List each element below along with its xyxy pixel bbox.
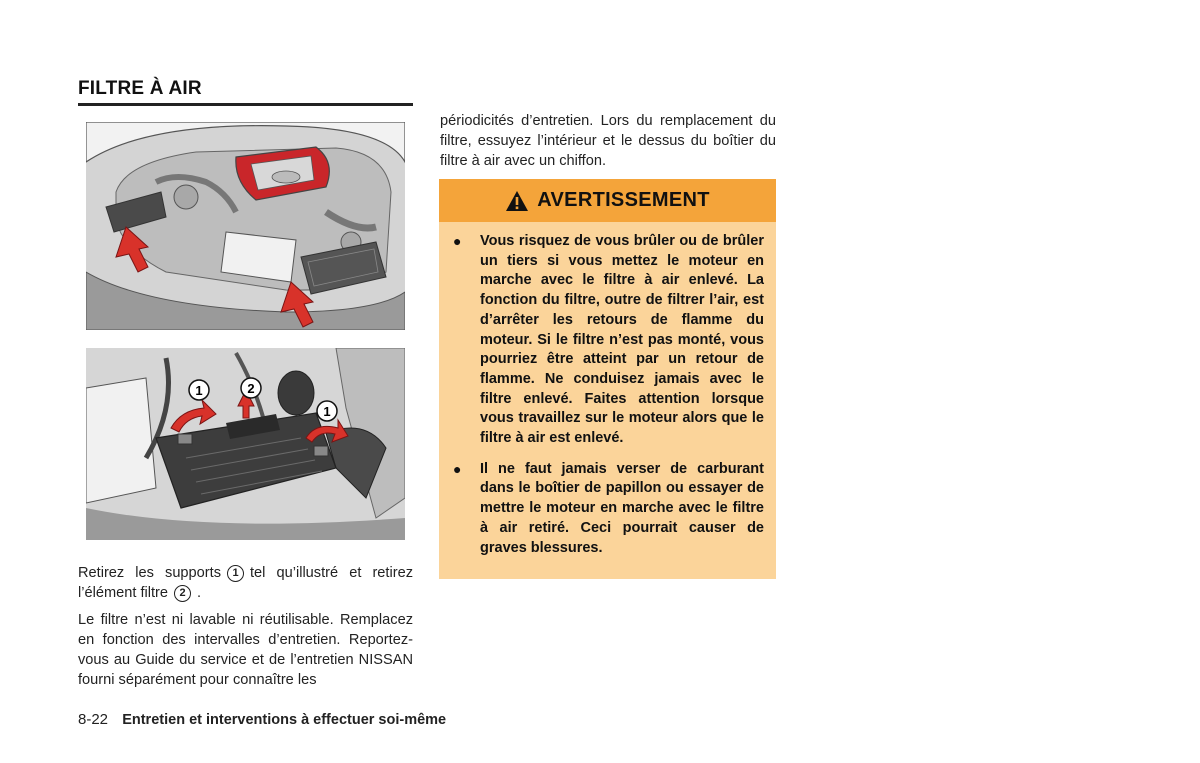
- page-footer: [78, 711, 446, 728]
- callout-1-left: 1: [195, 383, 203, 398]
- title-rule: [78, 103, 413, 106]
- marker-1: 1: [227, 565, 244, 582]
- engine-bay-illustration: [86, 122, 405, 330]
- bullet: ●: [453, 233, 462, 249]
- warning-list: [439, 222, 776, 558]
- section-title: FILTRE À AIR: [78, 78, 202, 99]
- chapter-title: Entretien et interventions à effectuer soi-même: [122, 712, 447, 728]
- warning-triangle-icon: [505, 190, 529, 212]
- replacement-paragraph: Le filtre n’est ni lavable ni réutilisable. Remplacez en fonction des intervalles d’entretien. Reportez-vous au Guide du service et de l’entretien NISSAN fourni séparément pour connaître les: [78, 612, 413, 688]
- warning-header: [439, 179, 776, 222]
- warning-item: ● Vous risquez de vous brûler ou de brûler un tiers si vous mettez le moteur en marche avec le filtre à air enlevé. La fonction du filtre, outre de filtrer l’air, est d’arrêter les retours de flamme du moteur. Si le filtre n’est pas monté, vous pourriez être atteint par un retour de flamme. Ne conduisez jamais avec le filtre enlevé. Faites attention lorsque vous travaillez sur le moteur alors que le filtre à air est enlevé.: [453, 233, 764, 447]
- marker-2: 2: [174, 585, 191, 602]
- cleaning-paragraph: périodicités d’entretien. Lors du remplacement du filtre, essuyez l’intérieur et le dessus du boîtier du filtre à air avec un chiffon.: [440, 113, 776, 169]
- page-number: 8-22: [78, 711, 109, 728]
- filter-removal-illustration: [86, 348, 405, 540]
- callout-1-right: 1: [323, 404, 331, 419]
- warning-box: [439, 179, 776, 579]
- bullet: ●: [453, 460, 462, 477]
- callout-2: 2: [247, 381, 255, 396]
- warning-item: ● Il ne faut jamais verser de carburant dans le boîtier de papillon ou essayer de mettre le moteur en marche avec le filtre à air retiré. Ceci pourrait causer de graves blessures.: [453, 460, 764, 556]
- warning-title: AVERTISSEMENT: [537, 189, 710, 211]
- removal-instructions: Retirez les supports 1 tel qu’illustré et retirez l’élément filtre 2 .: [78, 565, 413, 601]
